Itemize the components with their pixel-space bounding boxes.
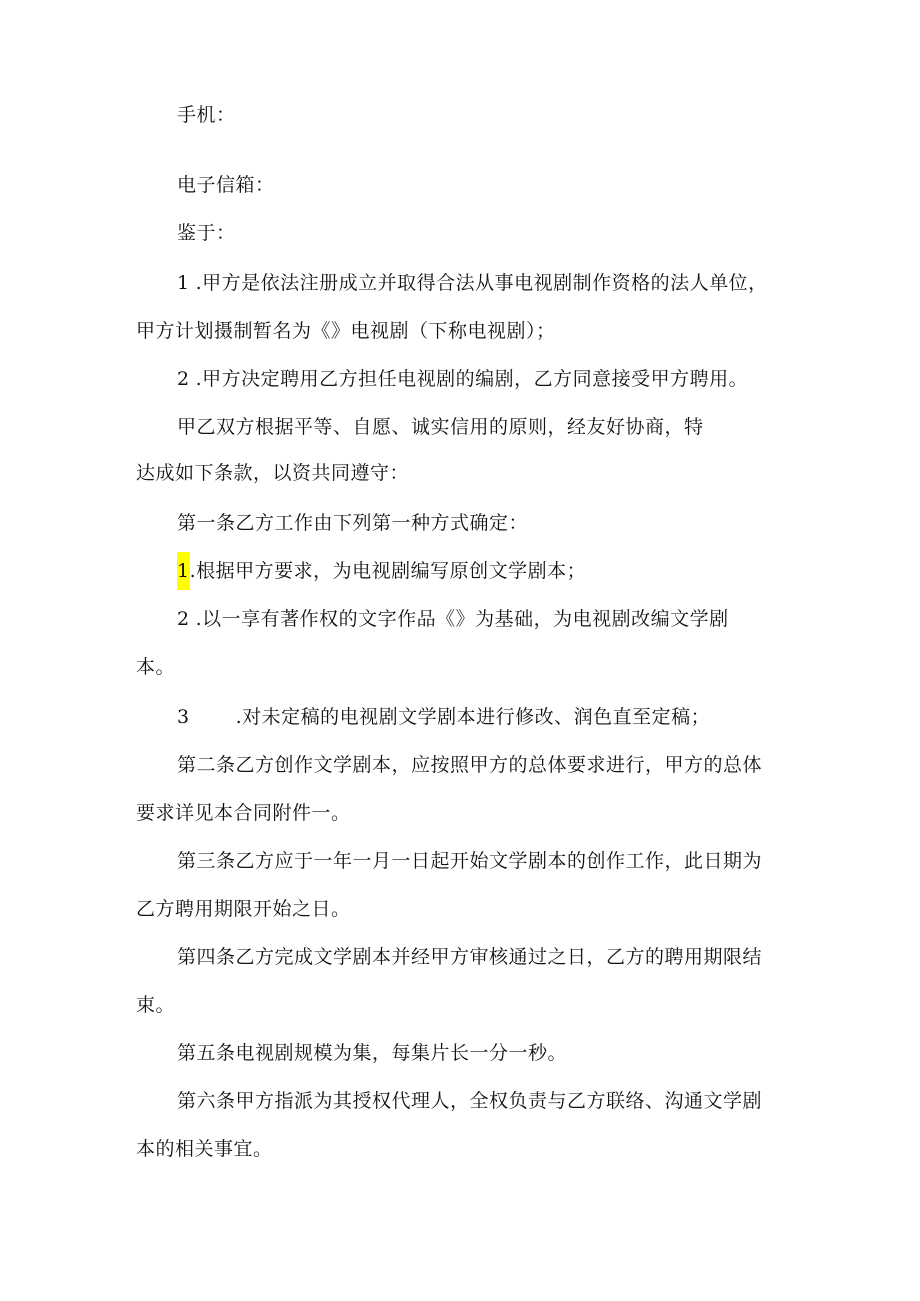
- item-number: 3: [177, 706, 190, 728]
- item-number: 2: [177, 608, 190, 630]
- article-1-option-2-line-1: [177, 606, 729, 632]
- agreement-line-2: 达成如下条款，以资共同遵守：: [136, 462, 410, 484]
- item-text: .甲方决定聘用乙方担任电视剧的编剧，乙方同意接受甲方聘用。: [195, 368, 749, 390]
- article-1-option-2-line-2: 本。: [136, 656, 176, 678]
- whereas-line: 鉴于：: [177, 222, 236, 244]
- item-text: .以一享有著作权的文字作品《》为基础，为电视剧改编文学剧: [195, 608, 729, 630]
- email-line: 电子信箱：: [177, 174, 275, 196]
- item-text: .对未定稿的电视剧文学剧本进行修改、润色直至定稿；: [235, 706, 711, 728]
- article-1-option-3: [177, 704, 710, 730]
- article-4-line-2: 束。: [136, 994, 176, 1016]
- highlighted-number: 1: [177, 552, 190, 590]
- item-number: 1: [177, 272, 190, 294]
- item-number: 2: [177, 368, 190, 390]
- article-6-line-2: 本的相关事宜。: [136, 1138, 273, 1160]
- item-text: .甲方是依法注册成立并取得合法从事电视剧制作资格的法人单位，: [195, 272, 768, 294]
- article-3-line-1: 第三条乙方应于一年一月一日起开始文学剧本的创作工作，此日期为: [177, 850, 763, 872]
- article-1: 第一条乙方工作由下列第一种方式确定：: [177, 512, 529, 534]
- phone-line: 手机：: [177, 104, 236, 126]
- article-4-line-1: 第四条乙方完成文学剧本并经甲方审核通过之日，乙方的聘用期限结: [177, 946, 763, 968]
- agreement-line-1: 甲乙双方根据平等、自愿、诚实信用的原则，经友好协商，特: [177, 416, 704, 438]
- article-2-line-2: 要求详见本合同附件一。: [136, 802, 351, 824]
- whereas-item-2: [177, 366, 748, 392]
- item-text: .根据甲方要求，为电视剧编写原创文学剧本；: [189, 560, 587, 582]
- article-2-line-1: 第二条乙方创作文学剧本，应按照甲方的总体要求进行，甲方的总体: [177, 754, 763, 776]
- article-1-option-1: [177, 558, 586, 584]
- article-5: 第五条电视剧规模为集，每集片长一分一秒。: [177, 1042, 568, 1064]
- whereas-item-1-line-1: [177, 270, 768, 296]
- article-6-line-1: 第六条甲方指派为其授权代理人，全权负责与乙方联络、沟通文学剧: [177, 1090, 763, 1112]
- article-3-line-2: 乙方聘用期限开始之日。: [136, 898, 351, 920]
- whereas-item-1-line-2: 甲方计划摄制暂名为《》电视剧（下称电视剧）；: [136, 320, 556, 342]
